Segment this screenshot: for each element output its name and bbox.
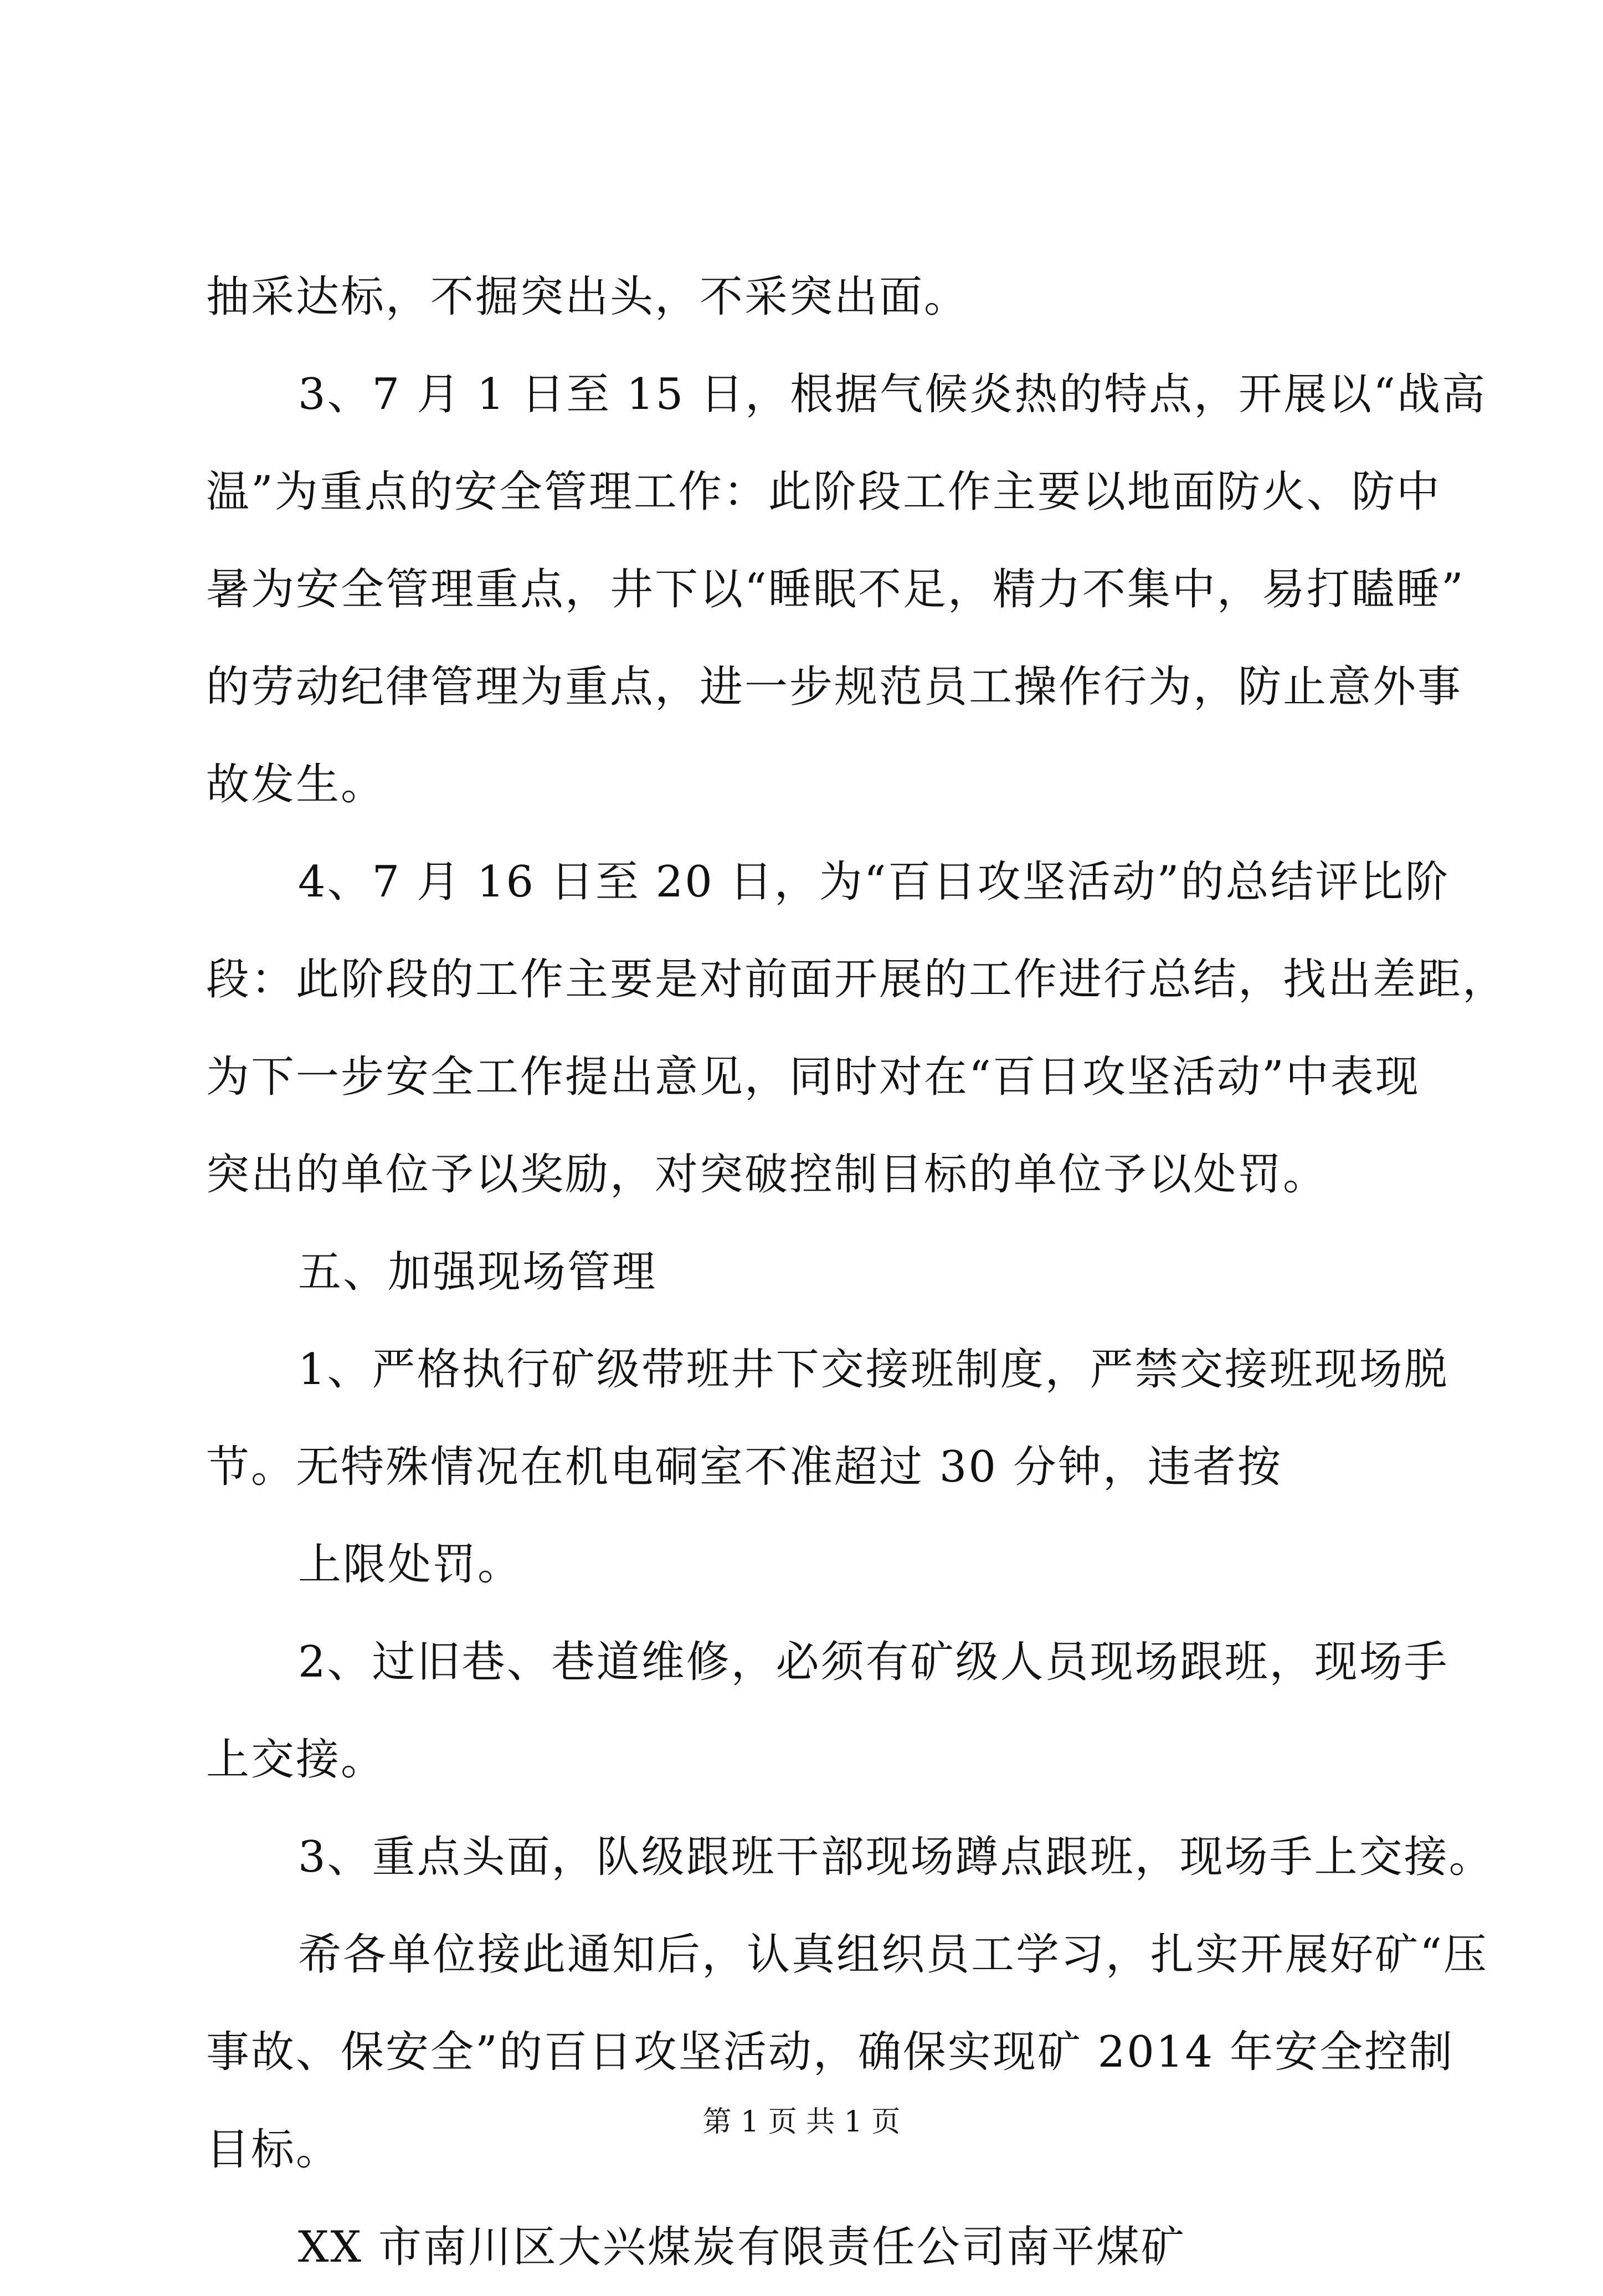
text-line: 暑为安全管理重点，井下以“睡眠不足，精力不集中，易打瞌睡”	[206, 565, 1465, 614]
text-line: 4、7 月 16 日至 20 日，为“百日攻坚活动”的总结评比阶	[298, 857, 1450, 907]
text-line: 温”为重点的安全管理工作：此阶段工作主要以地面防火、防中	[206, 467, 1441, 517]
page-number-footer: 第 1 页 共 1 页	[702, 2105, 901, 2139]
text-line: 的劳动纪律管理为重点，进一步规范员工操作行为，防止意外事	[206, 662, 1463, 712]
text-line: 抽采达标，不掘突出头，不采突出面。	[206, 272, 969, 322]
text-line: 目标。	[206, 2125, 341, 2175]
text-line: 1、严格执行矿级带班井下交接班制度，严禁交接班现场脱	[298, 1345, 1449, 1395]
text-line: 事故、保安全”的百日攻坚活动，确保实现矿 2014 年安全控制	[206, 2027, 1454, 2077]
text-line: 上交接。	[206, 1735, 386, 1785]
text-line: 3、重点头面，队级跟班干部现场蹲点跟班，现场手上交接。	[298, 1832, 1494, 1882]
text-line: 段：此阶段的工作主要是对前面开展的工作进行总结，找出差距，	[206, 955, 1508, 1004]
text-line: 上限处罚。	[298, 1540, 523, 1590]
section-heading: 五、加强现场管理	[298, 1247, 657, 1297]
text-line: 故发生。	[206, 760, 386, 809]
signature-line: XX 市南川区大兴煤炭有限责任公司南平煤矿	[298, 2222, 1186, 2272]
document-body	[206, 248, 1508, 2296]
text-line: 希各单位接此通知后，认真组织员工学习，扎实开展好矿“压	[298, 1930, 1488, 1980]
text-line: 为下一步安全工作提出意见，同时对在“百日攻坚活动”中表现	[206, 1052, 1420, 1102]
text-line: 节。无特殊情况在机电硐室不准超过 30 分钟，违者按	[206, 1442, 1282, 1492]
text-line: 突出的单位予以奖励，对突破控制目标的单位予以处罚。	[206, 1150, 1328, 1200]
text-line: 3、7 月 1 日至 15 日，根据气候炎热的特点，开展以“战高	[298, 370, 1487, 419]
text-line: 2、过旧巷、巷道维修，必须有矿级人员现场跟班，现场手	[298, 1637, 1449, 1687]
